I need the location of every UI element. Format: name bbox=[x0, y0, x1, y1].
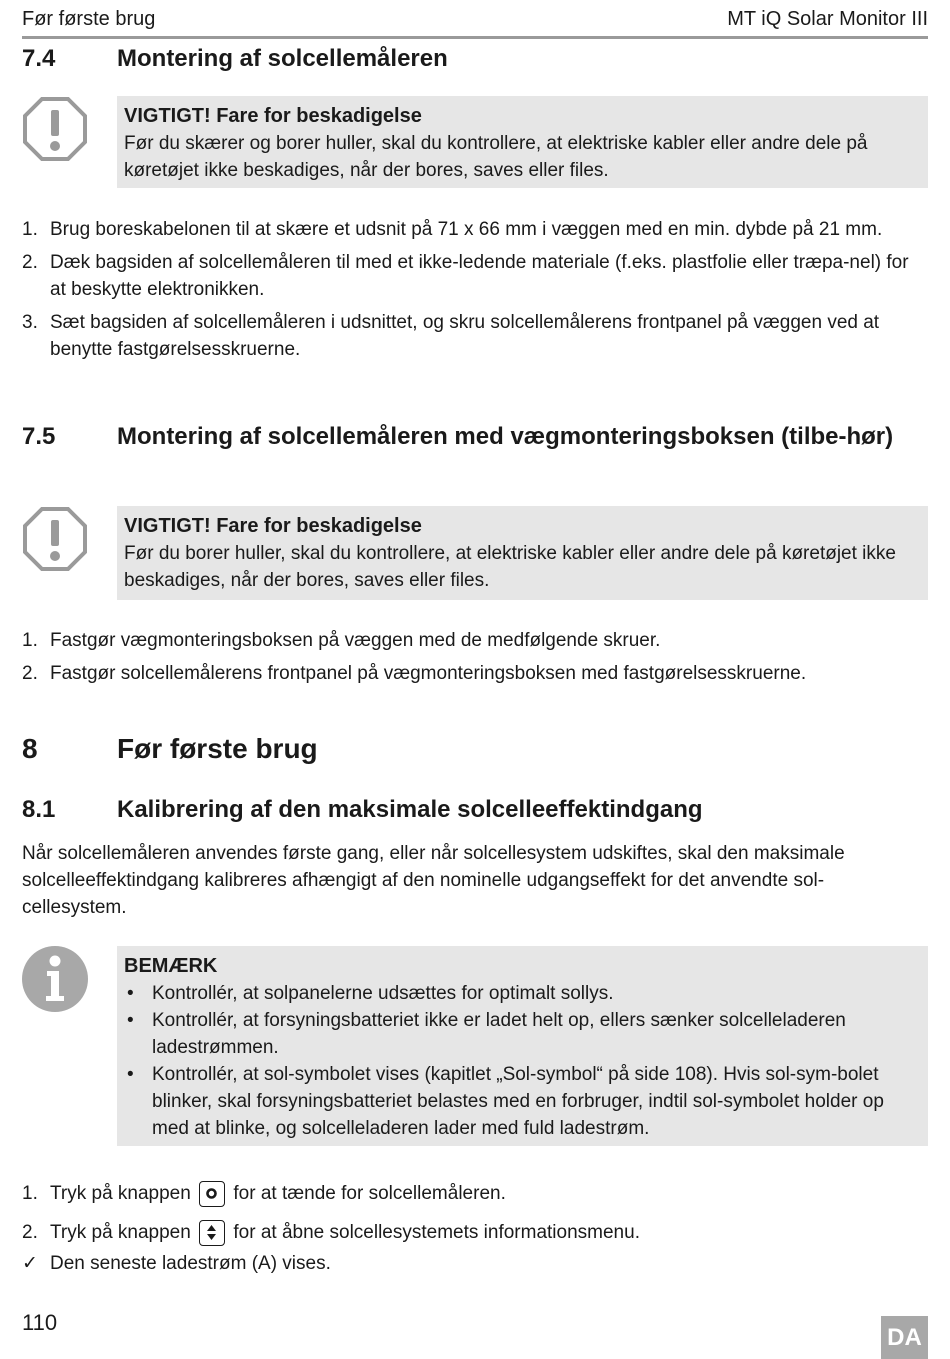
section-number: 7.4 bbox=[22, 45, 56, 72]
section-7-4-heading bbox=[22, 43, 928, 75]
warning-notice bbox=[117, 96, 928, 188]
bullet-mark: • bbox=[127, 1010, 134, 1031]
step-text: Fastgør solcellemålerens frontpanel på vægmonteringsboksen med fastgørelsesskruerne. bbox=[50, 663, 807, 684]
page-number: 110 bbox=[22, 1310, 58, 1335]
step-number: 2. bbox=[22, 1222, 38, 1243]
info-icon bbox=[22, 946, 88, 1012]
header-product: MT iQ Solar Monitor III bbox=[727, 8, 928, 30]
result-item bbox=[22, 1250, 928, 1277]
step-text: Sæt bagsiden af solcellemåleren i udsnittet, og skru solcellemålerens frontpanel på væggen ved at benytte fastgørelsesskruerne. bbox=[50, 312, 880, 360]
power-button-icon bbox=[199, 1181, 225, 1207]
step-item bbox=[22, 660, 928, 687]
section-7-5-steps bbox=[22, 627, 928, 693]
notice-text: Før du borer huller, skal du kontrollere, at elektriske kabler eller andre dele på køretøjet ikke beskadiges, når der bores, saves eller files. bbox=[124, 543, 896, 591]
chapter-8-heading bbox=[22, 732, 928, 766]
step-item bbox=[22, 1219, 928, 1246]
step-number: 3. bbox=[22, 312, 38, 333]
step-number: 2. bbox=[22, 663, 38, 684]
chapter-number: 8 bbox=[22, 733, 38, 764]
section-8-1-heading bbox=[22, 794, 928, 826]
section-7-5-heading bbox=[22, 421, 928, 485]
header-chapter: Før første brug bbox=[22, 8, 156, 30]
step-text: Brug boreskabelonen til at skære et udsnit på 71 x 66 mm i væggen med en min. dybde på 21 mm. bbox=[50, 219, 883, 240]
warning-exclamation-icon bbox=[22, 506, 88, 572]
section-7-4-steps bbox=[22, 216, 928, 369]
section-title: Montering af solcellemåleren bbox=[117, 45, 448, 72]
checkmark-icon: ✓ bbox=[22, 1253, 38, 1274]
step-item bbox=[22, 1180, 928, 1207]
notice-title: BEMÆRK bbox=[124, 955, 218, 977]
step-item bbox=[22, 627, 928, 654]
notice-title: VIGTIGT! Fare for beskadigelse bbox=[124, 105, 422, 127]
info-notice bbox=[117, 946, 928, 1146]
intro-paragraph: Når solcellemåleren anvendes første gang, eller når solcellesystem udskiftes, skal den maksimale solcelleeffektindgang kalibreres afhængigt af den nominelle udgangseffekt for det anvendte sol-cellesystem. bbox=[22, 843, 845, 918]
result-text: Den seneste ladestrøm (A) vises. bbox=[50, 1253, 331, 1274]
step-text-after: for at tænde for solcellemåleren. bbox=[233, 1183, 506, 1204]
step-number: 1. bbox=[22, 630, 38, 651]
note-item bbox=[124, 1061, 920, 1142]
step-item bbox=[22, 309, 928, 363]
section-number: 7.5 bbox=[22, 423, 56, 450]
warning-exclamation-icon bbox=[22, 96, 88, 162]
step-text-after: for at åbne solcellesystemets informationsmenu. bbox=[233, 1222, 640, 1243]
page-header bbox=[22, 6, 928, 39]
note-item-text: Kontrollér, at solpanelerne udsættes for optimalt sollys. bbox=[152, 983, 614, 1004]
step-number: 1. bbox=[22, 219, 38, 240]
step-text: Fastgør vægmonteringsboksen på væggen med de medfølgende skruer. bbox=[50, 630, 661, 651]
note-item-text: Kontrollér, at sol-symbolet vises (kapitlet „Sol-symbol“ på side 108). Hvis sol-sym-bolet blinker, skal forsyningsbatteriet belastes med en forbruger, indtil sol-symbolet holder op med at blinke, og solcelleladeren lader med fuld ladestrøm. bbox=[152, 1064, 884, 1139]
language-tab: DA bbox=[881, 1316, 928, 1359]
bullet-mark: • bbox=[127, 1064, 134, 1085]
section-number: 8.1 bbox=[22, 796, 56, 823]
step-number: 1. bbox=[22, 1183, 38, 1204]
step-text: Dæk bagsiden af solcellemåleren til med et ikke-ledende materiale (f.eks. plastfolie eller træpa-nel) for at beskytte elektronikken. bbox=[50, 252, 909, 300]
manual-page bbox=[22, 0, 928, 1359]
up-down-button-icon bbox=[199, 1220, 225, 1246]
chapter-title: Før første brug bbox=[117, 733, 318, 764]
step-item bbox=[22, 249, 928, 303]
step-text-before: Tryk på knappen bbox=[50, 1183, 191, 1204]
bullet-mark: • bbox=[127, 983, 134, 1004]
step-item bbox=[22, 216, 928, 243]
step-text-before: Tryk på knappen bbox=[50, 1222, 191, 1243]
section-8-1-steps bbox=[22, 1180, 928, 1283]
note-item bbox=[124, 1007, 920, 1061]
note-item bbox=[124, 980, 920, 1007]
section-title: Kalibrering af den maksimale solcelleeffektindgang bbox=[117, 796, 703, 823]
section-title: Montering af solcellemåleren med vægmonteringsboksen (tilbe-hør) bbox=[117, 423, 894, 450]
note-item-text: Kontrollér, at forsyningsbatteriet ikke er ladet helt op, ellers sænker solcelleladeren ladestrømmen. bbox=[152, 1010, 846, 1058]
notice-text: Før du skærer og borer huller, skal du kontrollere, at elektriske kabler eller andre dele på køretøjet ikke beskadiges, når der bores, saves eller files. bbox=[124, 133, 868, 181]
warning-notice bbox=[117, 506, 928, 600]
note-list bbox=[124, 980, 920, 1142]
notice-title: VIGTIGT! Fare for beskadigelse bbox=[124, 515, 422, 537]
step-number: 2. bbox=[22, 252, 38, 273]
